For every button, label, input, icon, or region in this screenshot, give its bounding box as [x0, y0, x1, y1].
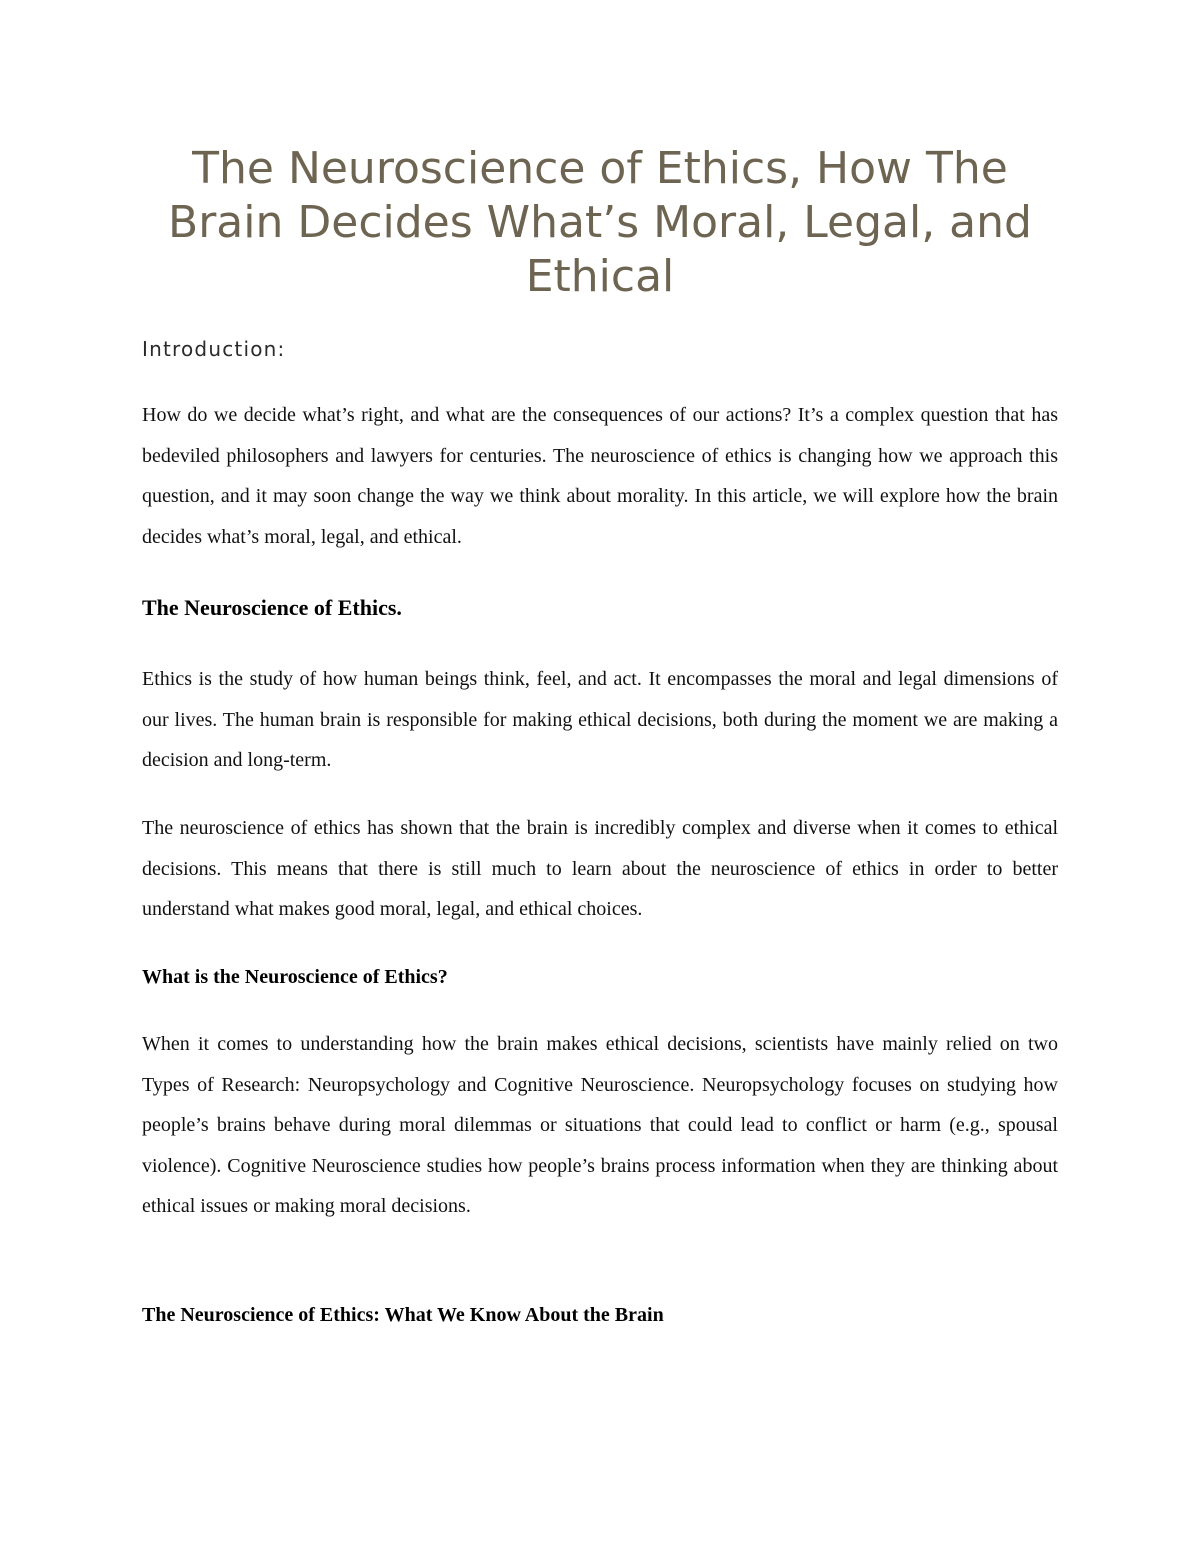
section-heading-neuroscience-of-ethics: The Neuroscience of Ethics.: [142, 595, 402, 620]
section-heading-what-we-know-about-brain: The Neuroscience of Ethics: What We Know About the Brain: [142, 1304, 664, 1326]
document-title: The Neuroscience of Ethics, How The Brain Decides What’s Moral, Legal, and Ethical: [168, 143, 1032, 302]
brain-complexity-paragraph: The neuroscience of ethics has shown that the brain is incredibly complex and diverse when it comes to ethical decisions. This means that there is still much to learn about the neuroscience of ethics in order to better understand what makes good moral, legal, and ethical choices.: [142, 817, 1058, 920]
section-heading-what-is-neuroscience-of-ethics: What is the Neuroscience of Ethics?: [142, 966, 448, 988]
ethics-definition-paragraph: Ethics is the study of how human beings think, feel, and act. It encompasses the moral and legal dimensions of our lives. The human brain is responsible for making ethical decisions, both during the moment we are making a decision and long-term.: [142, 668, 1058, 771]
research-types-paragraph: When it comes to understanding how the brain makes ethical decisions, scientists have mainly relied on two Types of Research: Neuropsychology and Cognitive Neuroscience. Neuropsychology focuses on studying how people’s brains behave during moral dilemmas or situations that could lead to conflict or harm (e.g., spousal violence). Cognitive Neuroscience studies how people’s brains process information when they are thinking about ethical issues or making moral decisions.: [142, 1033, 1058, 1217]
introduction-label: Introduction:: [142, 337, 286, 361]
introduction-paragraph: How do we decide what’s right, and what are the consequences of our actions? It’s a complex question that has bedeviled philosophers and lawyers for centuries. The neuroscience of ethics is changing how we approach this question, and it may soon change the way we think about morality. In this article, we will explore how the brain decides what’s moral, legal, and ethical.: [142, 404, 1058, 548]
